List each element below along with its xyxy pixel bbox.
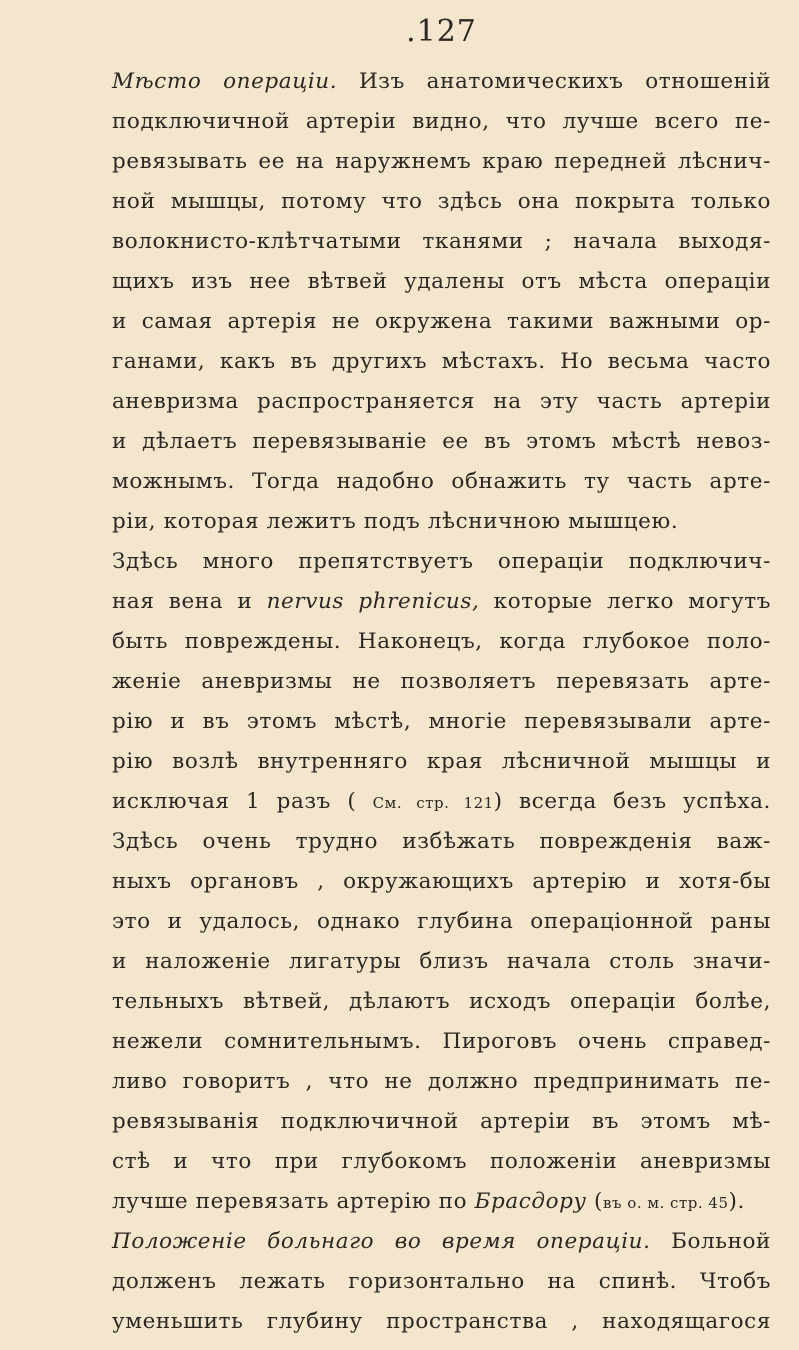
text-line	[112, 222, 771, 262]
text-segment: ).	[728, 1189, 745, 1214]
text-segment: уменьшить глубину пространства , находящагося	[112, 1309, 771, 1334]
text-segment: и самая артерія не окружена такими важными ор-	[112, 309, 771, 334]
text-line	[112, 1102, 771, 1142]
page-text-body	[112, 62, 771, 1342]
text-segment: лучше перевязать артерію по	[112, 1189, 475, 1214]
text-line	[112, 542, 771, 582]
text-line	[112, 462, 771, 502]
small-reference-text: См. стр. 121	[372, 794, 494, 812]
text-segment: рію и въ этомъ мѣстѣ, многіе перевязывали арте-	[112, 709, 771, 734]
text-line	[112, 1022, 771, 1062]
text-segment: можнымъ. Тогда надобно обнажить ту часть арте-	[112, 469, 771, 494]
text-segment: Больной	[650, 1229, 771, 1254]
text-line	[112, 1062, 771, 1102]
text-line	[112, 382, 771, 422]
text-line	[112, 302, 771, 342]
text-segment: это и удалось, однако глубина операціонной раны	[112, 909, 771, 934]
text-line	[112, 982, 771, 1022]
text-line	[112, 822, 771, 862]
text-segment: ная вена и	[112, 589, 267, 614]
text-segment: нежели сомнительнымъ. Пироговъ очень справед-	[112, 1029, 771, 1054]
text-segment: щихъ изъ нее вѣтвей удалены отъ мѣста операціи	[112, 269, 771, 294]
text-line	[112, 1262, 771, 1302]
text-segment: исключая 1 разъ (	[112, 789, 373, 814]
text-segment: ) всегда безъ успѣха.	[493, 789, 771, 814]
text-segment: ливо говоритъ , что не должно предпринимать пе-	[112, 1069, 771, 1094]
italic-text: nervus phrenicus,	[266, 589, 480, 614]
text-line	[112, 102, 771, 142]
text-segment: долженъ лежать горизонтально на спинѣ. Чтобъ	[112, 1269, 771, 1294]
text-segment: волокнисто-клѣтчатыми тканями ; начала выходя-	[112, 229, 771, 254]
text-line	[112, 662, 771, 702]
text-line	[112, 502, 771, 542]
italic-text: Мѣсто операціи.	[112, 69, 338, 94]
text-segment: и дѣлаетъ перевязываніе ее въ этомъ мѣстѣ невоз-	[112, 429, 771, 454]
small-reference-text: въ о. м. стр. 45	[603, 1194, 729, 1212]
text-segment: тельныхъ вѣтвей, дѣлаютъ исходъ операціи болѣе,	[112, 989, 771, 1014]
text-segment: Здѣсь очень трудно избѣжать поврежденія важ-	[112, 829, 771, 854]
text-line	[112, 62, 771, 102]
text-line	[112, 1302, 771, 1342]
text-line	[112, 182, 771, 222]
text-line	[112, 582, 771, 622]
text-segment: стѣ и что при глубокомъ положеніи аневризмы	[112, 1149, 771, 1174]
text-line	[112, 262, 771, 302]
text-segment: Изъ анатомическихъ отношеній	[337, 69, 771, 94]
text-line	[112, 422, 771, 462]
text-segment: быть повреждены. Наконецъ, когда глубокое поло-	[112, 629, 771, 654]
text-segment: ревязывать ее на наружнемъ краю передней лѣснич-	[112, 149, 771, 174]
italic-text: Брасдору	[474, 1189, 587, 1214]
text-line	[112, 742, 771, 782]
text-line	[112, 862, 771, 902]
text-segment: ревязыванія подключичной артеріи въ этомъ мѣ-	[112, 1109, 771, 1134]
text-segment: ріи, которая лежитъ подъ лѣсничною мышцею.	[112, 509, 679, 534]
text-line	[112, 1182, 771, 1222]
text-line	[112, 142, 771, 182]
text-segment: ныхъ органовъ , окружающихъ артерію и хотя-бы	[112, 869, 771, 894]
text-line	[112, 342, 771, 382]
text-line	[112, 702, 771, 742]
text-segment: ной мышцы, потому что здѣсь она покрыта только	[112, 189, 771, 214]
text-segment: рію возлѣ внутренняго края лѣсничной мышцы и	[112, 749, 771, 774]
text-line	[112, 902, 771, 942]
text-segment: Здѣсь много препятствуетъ операціи подключич-	[112, 549, 771, 574]
text-segment: женіе аневризмы не позволяетъ перевязать арте-	[112, 669, 771, 694]
text-segment: которые легко могутъ	[479, 589, 771, 614]
text-segment: подключичной артеріи видно, что лучше всего пе-	[112, 109, 771, 134]
text-segment: и наложеніе лигатуры близъ начала столь значи-	[112, 949, 771, 974]
text-segment: (	[586, 1189, 604, 1214]
text-line	[112, 1142, 771, 1182]
italic-text: Положеніе больнаго во время операціи.	[112, 1229, 651, 1254]
text-line	[112, 942, 771, 982]
text-line	[112, 622, 771, 662]
page-number: .127	[406, 14, 477, 49]
text-segment: ганами, какъ въ другихъ мѣстахъ. Но весьма часто	[112, 349, 771, 374]
text-line	[112, 782, 771, 822]
text-segment: аневризма распространяется на эту часть артеріи	[112, 389, 771, 414]
text-line	[112, 1222, 771, 1262]
